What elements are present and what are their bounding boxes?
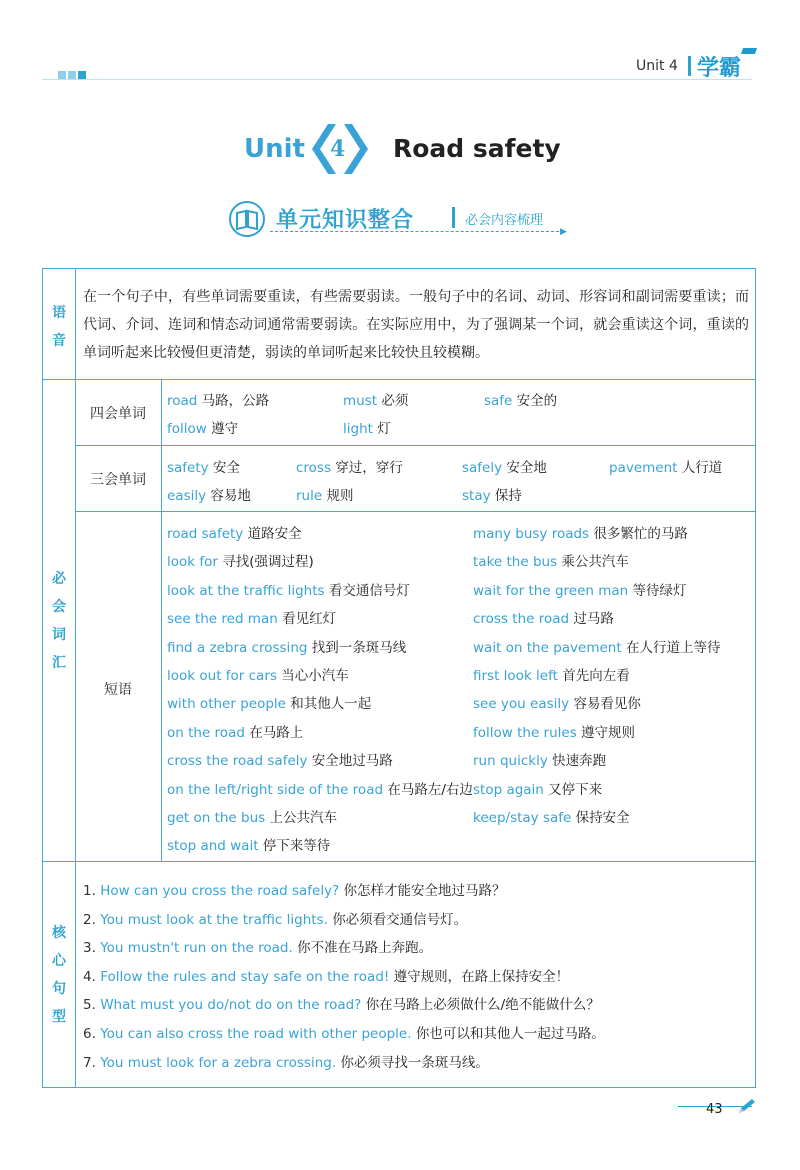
row-divider [43, 379, 755, 380]
sentence-item: 7. You must look for a zebra crossing. 你必须寻找一条斑马线。 [83, 1054, 489, 1071]
sentences-label: 核 心 句 型 [52, 925, 66, 1025]
vocab-item: cross 穿过，穿行 [296, 460, 403, 476]
page-number: 43 [706, 1102, 723, 1117]
row-divider [75, 445, 755, 446]
four-skill-words-label: 四会单词 [90, 406, 146, 422]
vocab-item: stay 保持 [462, 488, 522, 504]
vocab-item: road 马路，公路 [167, 393, 270, 409]
phrase-item: stop again 又停下来 [473, 781, 603, 798]
phrase-item: keep/stay safe 保持安全 [473, 810, 630, 826]
header-rule [42, 79, 752, 80]
header-divider [688, 56, 691, 76]
phrase-item: road safety 道路安全 [167, 526, 302, 542]
phrase-item: on the left/right side of the road 在马路左/右边 [167, 781, 473, 798]
vocab-item: safely 安全地 [462, 460, 547, 476]
label-column-divider [75, 269, 76, 1087]
pencil-icon [736, 1098, 758, 1116]
title-unit-number: 4 [330, 136, 346, 162]
pronunciation-label: 语 音 [52, 305, 66, 349]
phrases-label: 短语 [104, 682, 132, 698]
section-subheading: 必会内容梳理 [465, 213, 544, 228]
phrase-item: run quickly 快速奔跑 [473, 753, 607, 770]
vocab-item: must 必须 [343, 393, 409, 409]
vocab-item: rule 规则 [296, 488, 354, 504]
sentence-item: 4. Follow the rules and stay safe on the road! 遵守规则，在路上保持安全！ [83, 968, 570, 985]
phrase-item: take the bus 乘公共汽车 [473, 554, 629, 571]
three-skill-words-label: 三会单词 [90, 472, 146, 488]
phrase-item: find a zebra crossing 找到一条斑马线 [167, 639, 407, 656]
phrase-item: first look left 首先向左看 [473, 668, 630, 684]
page-title: Road safety [393, 134, 561, 163]
pronunciation-text: 在一个句子中，有些单词需要重读，有些需要弱读。一般句子中的名词、动词、形容词和副词需要重读；而代词、介词、连词和情态动词通常需要弱读。在实际应用中，为了强调某一个词，就会重读这个词，重读的单词听起来比较慢但更清楚，弱读的单词听起来比较快且较模糊。 [83, 289, 749, 361]
open-book-icon [228, 200, 266, 238]
row-divider [43, 861, 755, 862]
phrase-item: see you easily 容易看见你 [473, 696, 641, 713]
header-decoration [58, 64, 88, 83]
header-unit-label: Unit 4 [636, 58, 678, 74]
vocab-item: safe 安全的 [484, 393, 558, 409]
sentence-item: 1. How can you cross the road safely? 你怎样才能安全地过马路？ [83, 883, 506, 899]
vocab-item: light 灯 [343, 421, 391, 437]
sublabel-column-divider [161, 379, 162, 861]
sentence-item: 5. What must you do/not do on the road? 你在马路上必须做什么/绝不能做什么？ [83, 997, 600, 1014]
vocab-item: safety 安全 [167, 460, 240, 476]
phrase-item: look out for cars 当心小汽车 [167, 668, 349, 684]
sentence-item: 3. You mustn't run on the road. 你不准在马路上奔跑。 [83, 940, 433, 957]
sentence-item: 6. You can also cross the road with other people. 你也可以和其他人一起过马路。 [83, 1026, 605, 1042]
phrase-item: get on the bus 上公共汽车 [167, 810, 337, 826]
phrase-item: look for 寻找(强调过程) [167, 554, 314, 571]
phrase-item: stop and wait 停下来等待 [167, 838, 331, 855]
title-unit-word: Unit [244, 134, 305, 164]
phrase-item: wait for the green man 等待绿灯 [473, 582, 687, 599]
arrow-right-icon: ▶ [560, 227, 567, 237]
knowledge-table [42, 268, 756, 1088]
vocab-item: pavement 人行道 [609, 460, 723, 476]
phrase-item: see the red man 看见红灯 [167, 611, 337, 628]
phrase-item: with other people 和其他人一起 [167, 696, 372, 713]
vocab-item: easily 容易地 [167, 488, 251, 504]
graduation-cap-icon [741, 48, 757, 54]
section-heading: 单元知识整合 [276, 208, 415, 233]
section-underline [270, 231, 564, 232]
phrase-item: cross the road 过马路 [473, 611, 614, 628]
sentence-item: 2. You must look at the traffic lights. 你必须看交通信号灯。 [83, 911, 468, 928]
vocab-label: 必 会 词 汇 [52, 571, 66, 671]
vocab-item: follow 遵守 [167, 421, 239, 437]
phrase-item: look at the traffic lights 看交通信号灯 [167, 582, 410, 599]
phrase-item: on the road 在马路上 [167, 724, 304, 741]
phrase-item: follow the rules 遵守规则 [473, 724, 636, 741]
row-divider [75, 511, 755, 512]
section-heading-divider [452, 207, 455, 228]
brand-logo: 学霸 [697, 56, 742, 81]
phrase-item: cross the road safely 安全地过马路 [167, 753, 393, 770]
phrase-item: wait on the pavement 在人行道上等待 [473, 639, 721, 656]
phrase-item: many busy roads 很多繁忙的马路 [473, 526, 688, 542]
